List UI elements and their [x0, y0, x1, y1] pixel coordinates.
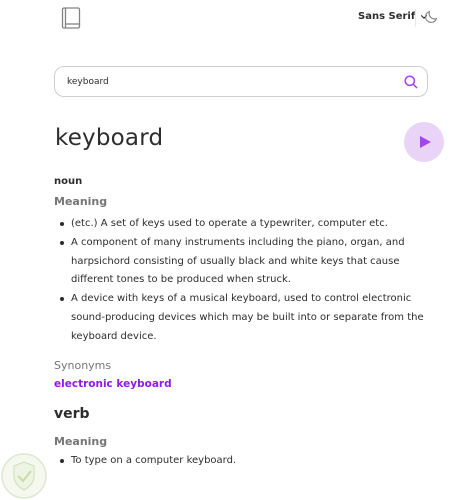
moon-icon[interactable]: [424, 10, 438, 24]
app-header: [0, 0, 476, 36]
definition-item: (etc.) A set of keys used to operate a typewriter, computer etc.: [54, 215, 444, 234]
play-pronunciation-button[interactable]: [404, 122, 444, 162]
font-family-select[interactable]: [358, 11, 428, 22]
synonym-link[interactable]: electronic keyboard: [54, 378, 172, 390]
part-of-speech-verb: verb: [54, 406, 90, 422]
definition-item: A component of many instruments including the piano, organ, and harpsichord consisting of usually black and white keys that cause different tones to be produced when struck.: [54, 234, 444, 290]
book-icon[interactable]: [61, 7, 81, 29]
shield-logo-icon: [0, 452, 48, 500]
word-title: keyboard: [55, 125, 164, 151]
play-icon: [419, 136, 431, 148]
search-icon[interactable]: [404, 75, 418, 89]
search-input[interactable]: [67, 73, 387, 91]
part-of-speech-noun: noun: [54, 176, 83, 187]
definition-list: [54, 452, 444, 471]
meaning-label: Meaning: [54, 195, 108, 208]
font-family-label: Sans Serif: [358, 11, 416, 22]
header-divider: [415, 9, 416, 27]
meaning-label: Meaning: [54, 435, 108, 448]
synonyms-label: Synonyms: [54, 359, 112, 372]
definition-item: A device with keys of a musical keyboard, used to control electronic sound-producing devices which may be built into or separate from the keyboard device.: [54, 290, 444, 346]
definition-list: [54, 215, 444, 347]
definition-item: To type on a computer keyboard.: [54, 452, 444, 471]
search-bar: [54, 66, 428, 97]
